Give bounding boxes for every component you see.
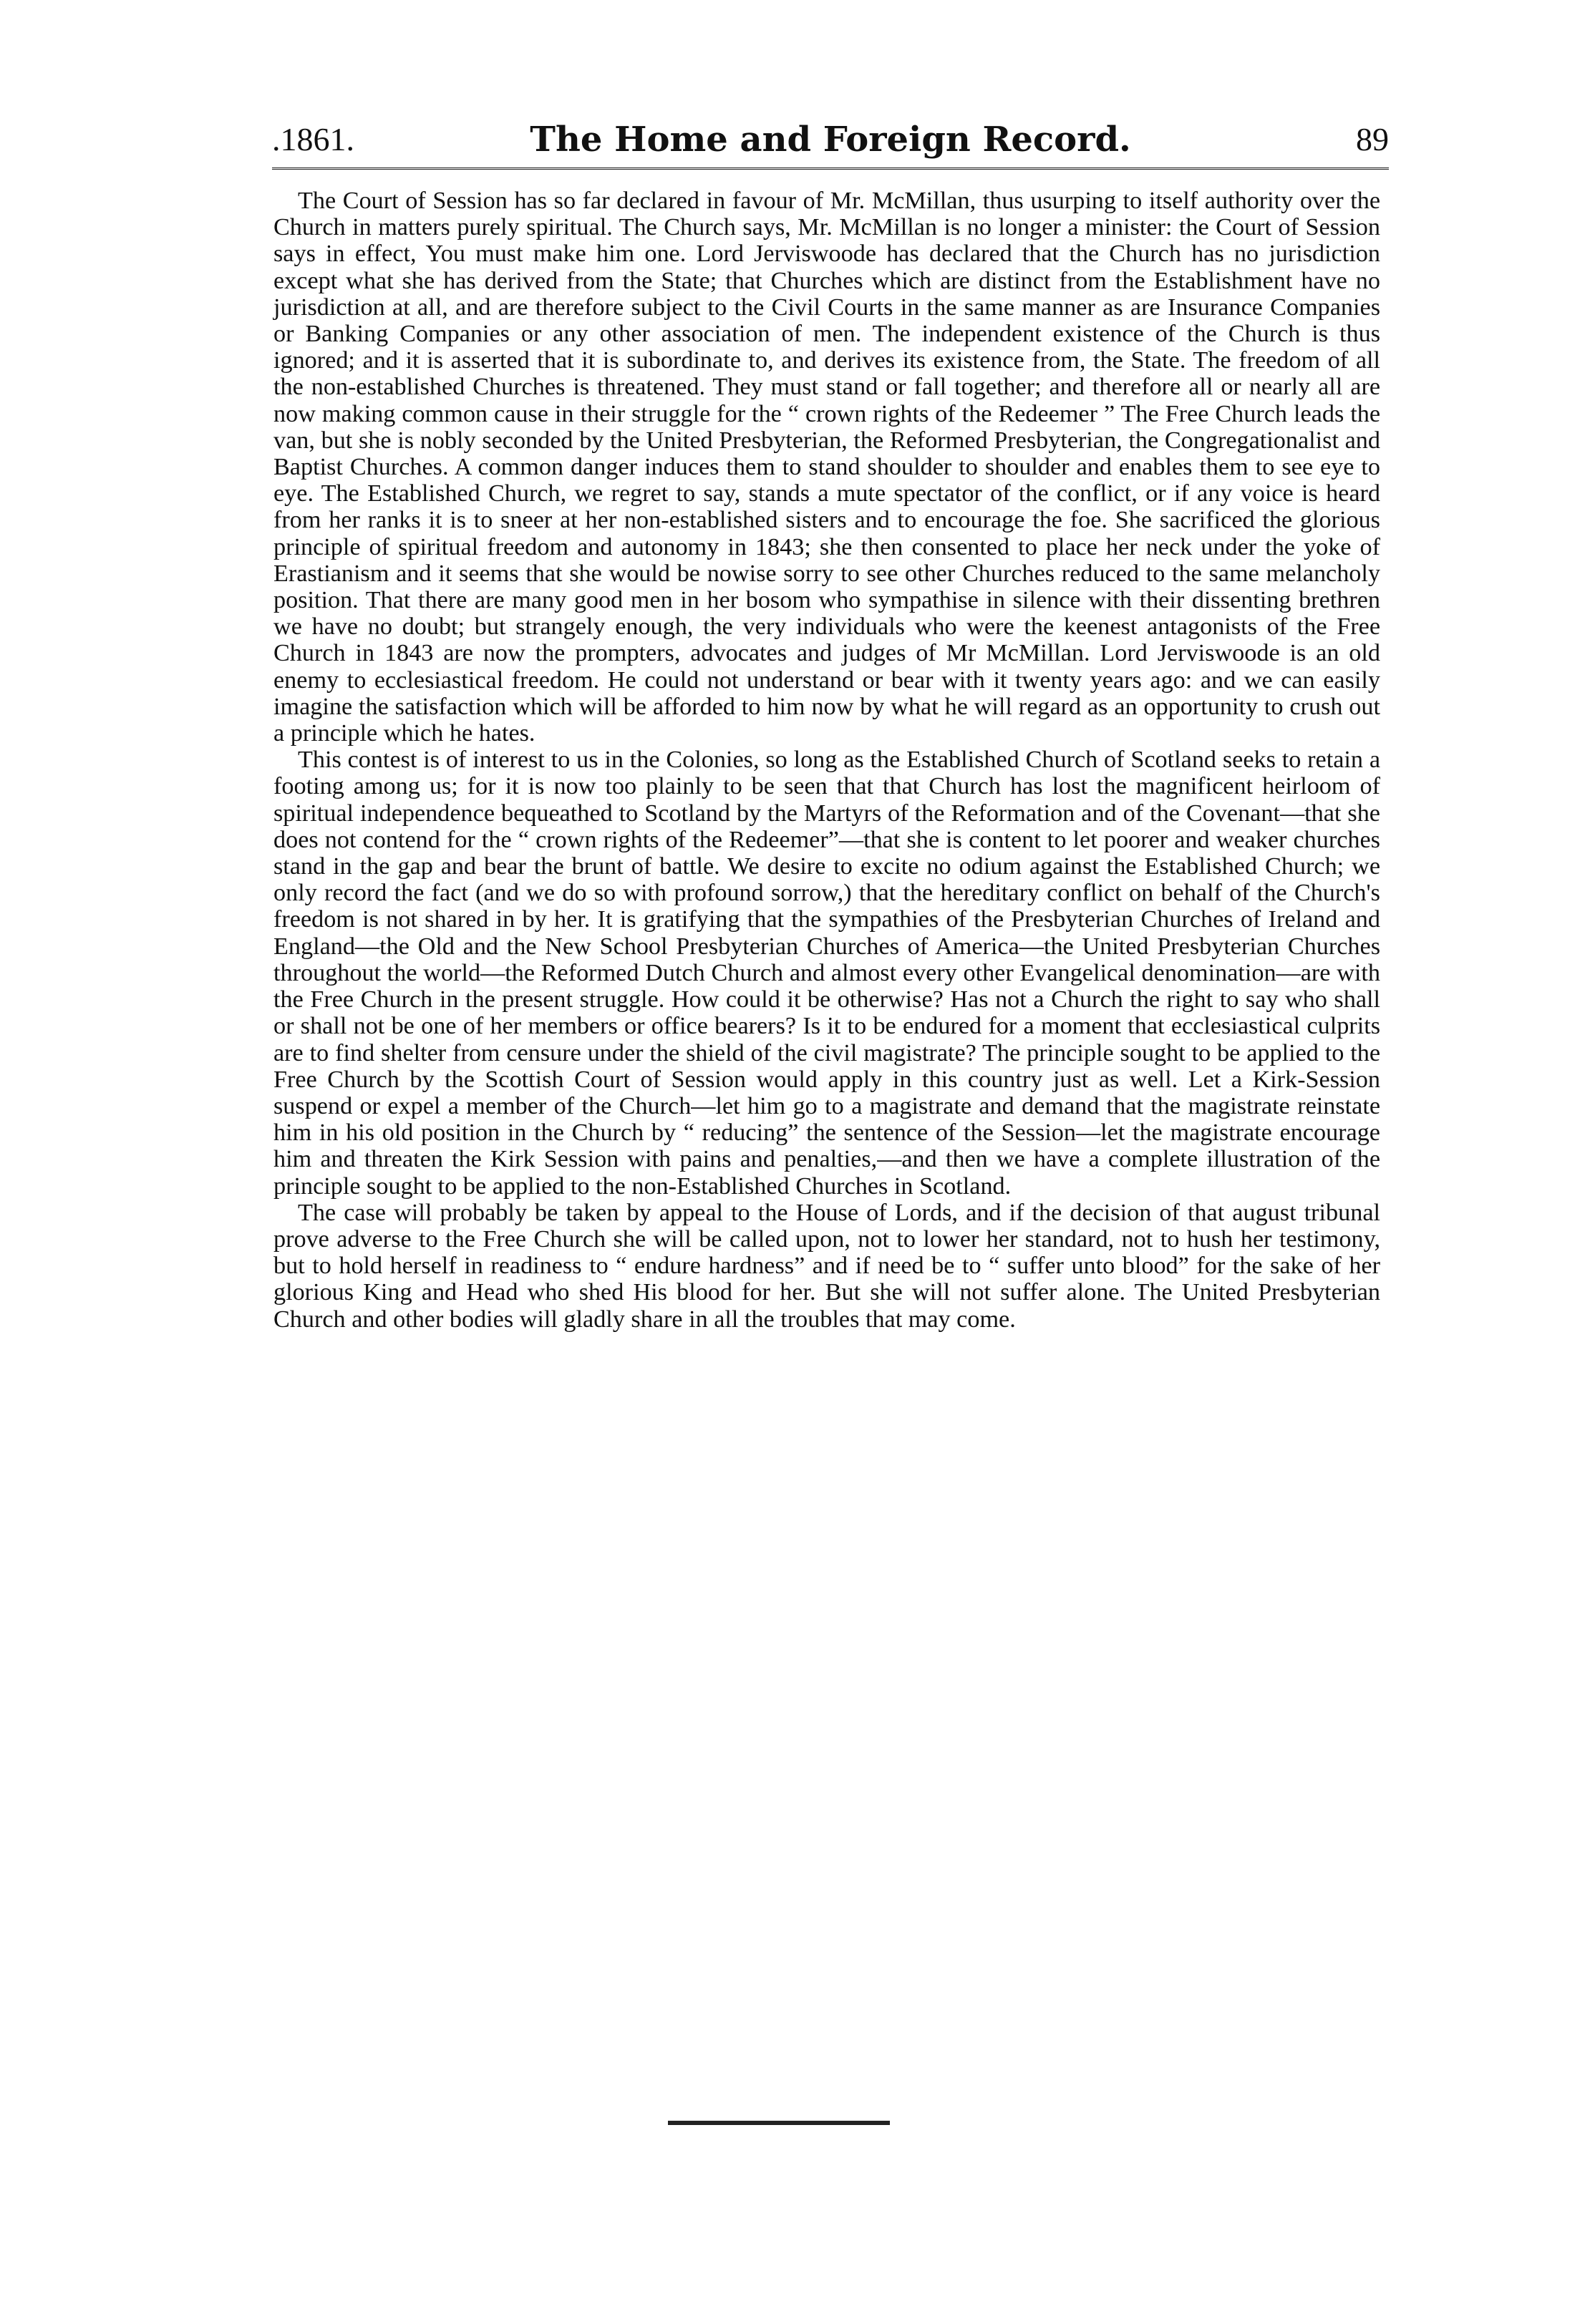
paragraph-3: The case will probably be taken by appeal to the House of Lords, and if the decision of that august tribunal prove adverse to the Free Church she will be called upon, not to lower her standard, not to hush her testimony, but to hold herself in readiness to “ endure hardness” and if need be to “ suffer unto blood” for the sake of her glorious King and Head who shed His blood for her. But she will not suffer alone. The United Presbyterian Church and other bodies will gladly share in all the troubles that may come.: [273, 1199, 1380, 1333]
end-rule: [668, 2121, 890, 2125]
paragraph-1: The Court of Session has so far declared in favour of Mr. McMillan, thus usurping to itself authority over the Church in matters purely spiritual. The Church says, Mr. McMillan is no longer a minister: the Court of Session says in effect, You must make him one. Lord Jerviswoode has declared that the Church has no jurisdiction except what she has derived from the State; that Churches which are distinct from the Establishment have no jurisdiction at all, and are therefore subject to the Civil Courts in the same manner as are Insurance Companies or Banking Companies or any other association of men. The independent existence of the Church is thus ignored; and it is asserted that it is subordinate to, and derives its existence from, the State. The freedom of all the non-established Churches is threatened. They must stand or fall together; and therefore all or nearly all are now making common cause in their struggle for the “ crown rights of the Redeemer ” The Free Church leads the van, but she is nobly seconded by the United Presbyterian, the Reformed Presbyterian, the Congregationalist and Baptist Churches. A common danger induces them to stand shoulder to shoulder and enables them to see eye to eye. The Established Church, we regret to say, stands a mute spectator of the conflict, or if any voice is heard from her ranks it is to sneer at her non-established sisters and to encourage the foe. She sacrificed the glorious principle of spiritual freedom and autonomy in 1843; she then consented to place her neck under the yoke of Erastianism and it seems that she would be nowise sorry to see other Churches reduced to the same melancholy position. That there are many good men in her bosom who sympathise in silence with their dissenting brethren we have no doubt; but strangely enough, the very individuals who were the keenest antagonists of the Free Church in 1843 are now the prompters, advocates and judges of Mr McMillan. Lord Jerviswoode is an old enemy to ecclesiastical freedom. He could not understand or bear with it twenty years ago: and we can easily imagine the satisfaction which will be afforded to him now by what he will regard as an opportunity to crush out a principle which he hates.: [273, 188, 1380, 747]
header-rule: [272, 167, 1389, 170]
paragraph-2: This contest is of interest to us in the Colonies, so long as the Established Church of Scotland seeks to retain a footing among us; for it is now too plainly to be seen that that Church has lost the magnificent heirloom of spiritual independence bequeathed to Scotland by the Martyrs of the Reformation and of the Covenant—that she does not contend for the “ crown rights of the Redeemer”—that she is content to let poorer and weaker churches stand in the gap and bear the brunt of battle. We desire to excite no odium against the Established Church; we only record the fact (and we do so with profound sorrow,) that the hereditary conflict on behalf of the Church's freedom is not shared in by her. It is gratifying that the sympathies of the Presbyterian Churches of Ireland and England—the Old and the New School Presbyterian Churches of America—the United Presbyterian Churches throughout the world—the Reformed Dutch Church and almost every other Evangelical denomination—are with the Free Church in the present struggle. How could it be otherwise? Has not a Church the right to say who shall or shall not be one of her members or office bearers? Is it to be endured for a moment that ecclesiastical culprits are to find shelter from censure under the shield of the civil magistrate? The principle sought to be applied to the Free Church by the Scottish Court of Session would apply in this country just as well. Let a Kirk-Session suspend or expel a member of the Church—let him go to a magistrate and demand that the magistrate reinstate him in his old position in the Church by “ reducing” the sentence of the Session—let the magistrate encourage him and threaten the Kirk Session with pains and penalties,—and then we have a complete illustration of the principle sought to be applied to the non-Established Churches in Scotland.: [273, 747, 1380, 1200]
article-body: [273, 188, 1380, 1333]
header-year: .1861.: [272, 121, 354, 157]
page-number: 89: [1356, 121, 1389, 157]
running-head: [272, 107, 1389, 172]
journal-title: The Home and Foreign Record.: [530, 120, 1131, 160]
